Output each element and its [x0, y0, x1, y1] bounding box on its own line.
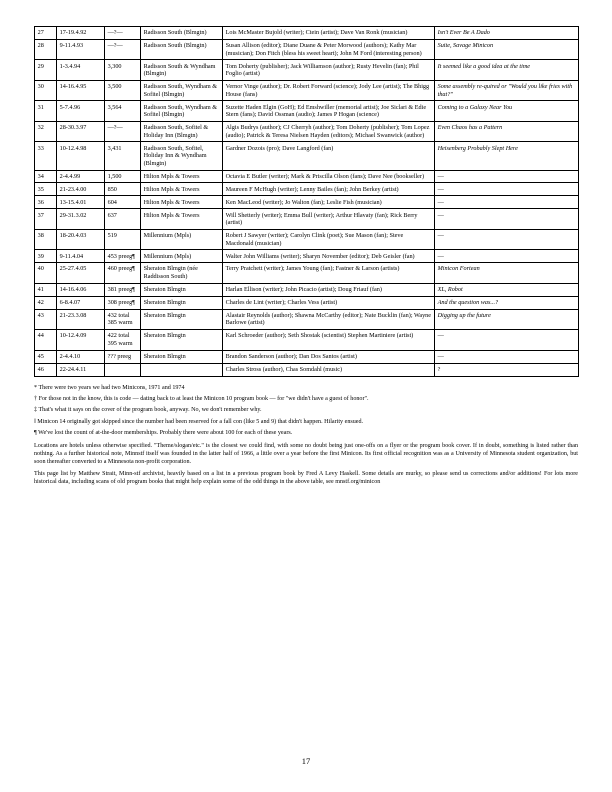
cell-dates: 13-15.4.01: [57, 196, 105, 209]
cell-theme: —: [435, 330, 579, 351]
table-row: [35, 80, 579, 101]
cell-attendance: 381 preeg¶: [105, 283, 141, 296]
table-row: [35, 121, 579, 142]
cell-number: 39: [35, 250, 57, 263]
cell-number: 28: [35, 39, 57, 60]
cell-number: 46: [35, 363, 57, 376]
table-row: [35, 263, 579, 284]
cell-theme: ?: [435, 363, 579, 376]
cell-attendance: 519: [105, 229, 141, 250]
cell-guests: Will Shetterly (writer); Emma Bull (writer); Arthur Hlavaty (fan); Rick Berry (artist): [223, 209, 435, 230]
cell-attendance: 3,500: [105, 80, 141, 101]
table-row: [35, 309, 579, 330]
cell-dates: 14-16.4.06: [57, 283, 105, 296]
cell-number: 36: [35, 196, 57, 209]
footnote-double-dagger: ‡ That's what it says on the cover of the program book, anyway. No, we don't remember why.: [34, 407, 262, 414]
cell-dates: 14-16.4.95: [57, 80, 105, 101]
cell-hotel: Sheraton Blmgtn: [141, 296, 223, 309]
table-row: [35, 196, 579, 209]
cell-dates: 9-11.4.93: [57, 39, 105, 60]
footnotes-section: [34, 384, 578, 487]
footnote-parallel: ‖ Minicon 14 originally got skipped since the number had been reserved for a fall con (like 5 and 9) that didn't happen. Hilarity ensued.: [34, 418, 364, 425]
cell-theme: Suite, Savage Minicon: [435, 39, 579, 60]
cell-guests: Karl Schroeder (author); Seth Shostak (scientist) Stephen Martiniere (artist): [223, 330, 435, 351]
cell-number: 32: [35, 121, 57, 142]
cell-hotel: Sheraton Blmgtn (née Raddisson South): [141, 263, 223, 284]
table-row: [35, 170, 579, 183]
cell-attendance: 637: [105, 209, 141, 230]
cell-number: 34: [35, 170, 57, 183]
cell-guests: Brandon Sanderson (author); Dan Dos Santos (artist): [223, 350, 435, 363]
cell-dates: 28-30.3.97: [57, 121, 105, 142]
cell-hotel: Sheraton Blmgtn: [141, 350, 223, 363]
cell-attendance: 422 total 395 warm: [105, 330, 141, 351]
table-row: [35, 60, 579, 81]
cell-hotel: Radisson South (Blmgtn): [141, 27, 223, 40]
table-row: [35, 142, 579, 170]
cell-guests: Alastair Reynolds (author); Shawna McCarthy (editor); Nate Bucklin (fan); Wayne Barlowe (artist): [223, 309, 435, 330]
cell-guests: Suzette Haden Elgin (GoH); Ed Emshwiller (memorial artist); Joe Siclari & Edie Stern (fans); David Ossman (audio); James P Hogan (science): [223, 101, 435, 122]
cell-hotel: Radisson South, Wyndham & Sofitel (Blmgtn): [141, 101, 223, 122]
cell-hotel: [141, 363, 223, 376]
cell-dates: 18-20.4.03: [57, 229, 105, 250]
cell-theme: And the question was...?: [435, 296, 579, 309]
table-body: [35, 27, 579, 377]
cell-hotel: Sheraton Blmgtn: [141, 309, 223, 330]
cell-guests: Algis Budrys (author); CJ Cherryh (author); Tom Doherty (publisher); Tom Lopez (audio); Patrick & Teresa Nielsen Hayden (editors); Michael Swanwick (author): [223, 121, 435, 142]
cell-guests: Charles Stross (author), Chas Somdahl (music): [223, 363, 435, 376]
page-number: 17: [301, 756, 311, 766]
cell-number: 43: [35, 309, 57, 330]
table-row: [35, 296, 579, 309]
cell-attendance: 604: [105, 196, 141, 209]
cell-attendance: 453 preeg¶: [105, 250, 141, 263]
cell-theme: Digging up the future: [435, 309, 579, 330]
cell-number: 41: [35, 283, 57, 296]
cell-attendance: 3,431: [105, 142, 141, 170]
cell-theme: —: [435, 170, 579, 183]
cell-theme: Some assembly re-quired or "Would you like fries with that?": [435, 80, 579, 101]
cell-theme: —: [435, 229, 579, 250]
cell-hotel: Hilton Mpls & Towers: [141, 183, 223, 196]
cell-hotel: Hilton Mpls & Towers: [141, 196, 223, 209]
cell-guests: Harlan Ellison (writer); John Picacio (artist); Doug Friauf (fan): [223, 283, 435, 296]
table-row: [35, 283, 579, 296]
cell-dates: 25-27.4.05: [57, 263, 105, 284]
cell-dates: 6-8.4.07: [57, 296, 105, 309]
table-row: [35, 229, 579, 250]
table-row: [35, 363, 579, 376]
convention-history-table: [34, 26, 579, 377]
cell-guests: Gardner Dozois (pro); Dave Langford (fan): [223, 142, 435, 170]
cell-hotel: Radisson South (Blmgtn): [141, 39, 223, 60]
cell-hotel: Sheraton Blmgtn: [141, 283, 223, 296]
cell-guests: Tom Doherty (publisher); Jack Williamson (author); Rusty Hevelin (fan); Phil Foglio (artist): [223, 60, 435, 81]
cell-number: 30: [35, 80, 57, 101]
footnote-dagger: † For those not in the know, this is code — dating back to at least the Minicon 10 program book — for "we didn't have a guest of honor".: [34, 395, 369, 402]
cell-attendance: [105, 363, 141, 376]
cell-theme: Minicon Fortean: [435, 263, 579, 284]
cell-guests: Vernor Vinge (author); Dr. Robert Forward (science); Jody Lee (artist); The Bhigg House (fans): [223, 80, 435, 101]
cell-attendance: 308 preeg¶: [105, 296, 141, 309]
cell-theme: —: [435, 250, 579, 263]
cell-dates: 10-12.4.98: [57, 142, 105, 170]
cell-guests: Ken MacLeod (writer); Jo Walton (fan); Leslie Fish (musician): [223, 196, 435, 209]
cell-dates: 21-23.4.00: [57, 183, 105, 196]
cell-attendance: —?—: [105, 39, 141, 60]
table-row: [35, 330, 579, 351]
cell-theme: It seemed like a good idea at the time: [435, 60, 579, 81]
cell-dates: 10-12.4.09: [57, 330, 105, 351]
cell-dates: 9-11.4.04: [57, 250, 105, 263]
cell-attendance: 3,300: [105, 60, 141, 81]
cell-guests: Maureen F McHugh (writer); Lenny Bailes (fan); John Berkey (artist): [223, 183, 435, 196]
cell-dates: 29-31.3.02: [57, 209, 105, 230]
cell-number: 40: [35, 263, 57, 284]
cell-attendance: 3,564: [105, 101, 141, 122]
cell-theme: Heisenberg Probably Slept Here: [435, 142, 579, 170]
table-row: [35, 183, 579, 196]
cell-number: 38: [35, 229, 57, 250]
cell-attendance: —?—: [105, 27, 141, 40]
cell-theme: Even Chaos has a Pattern: [435, 121, 579, 142]
cell-hotel: Millennium (Mpls): [141, 250, 223, 263]
cell-guests: Octavia E Butler (writer); Mark & Priscilla Olson (fans); Dave Nee (bookseller): [223, 170, 435, 183]
cell-hotel: Sheraton Blmgtn: [141, 330, 223, 351]
cell-theme: Isn't Ever Be A Dado: [435, 27, 579, 40]
cell-attendance: 460 preeg¶: [105, 263, 141, 284]
cell-dates: 1-3.4.94: [57, 60, 105, 81]
cell-attendance: 1,500: [105, 170, 141, 183]
cell-hotel: Millennium (Mpls): [141, 229, 223, 250]
cell-attendance: 850: [105, 183, 141, 196]
cell-hotel: Radisson South, Wyndham & Sofitel (Blmgtn): [141, 80, 223, 101]
footnote-asterisk: * There were two years we had two Minicons, 1971 and 1974: [34, 384, 185, 391]
table-row: [35, 250, 579, 263]
cell-dates: 21-23.3.08: [57, 309, 105, 330]
cell-dates: 17-19.4.92: [57, 27, 105, 40]
cell-guests: Terry Pratchett (writer); James Young (fan); Fastner & Larson (artists): [223, 263, 435, 284]
cell-number: 42: [35, 296, 57, 309]
table-row: [35, 101, 579, 122]
cell-attendance: 432 total 385 warm: [105, 309, 141, 330]
cell-guests: Lois McMaster Bujold (writer); Ctein (artist); Dave Van Ronk (musician): [223, 27, 435, 40]
cell-number: 27: [35, 27, 57, 40]
note-credits: This page list by Matthew Strait, Minn-stf archivist, heavily based on a list in a previous program book by Fred A Levy Haskell. Some details are murky, so please send us corrections and/or additions! For lots more historical data, including scans of old program books that might help explain some of the odd things in the above table, see mnstf.org/minicon: [34, 471, 578, 486]
cell-dates: 2-4.4.99: [57, 170, 105, 183]
cell-number: 31: [35, 101, 57, 122]
cell-number: 44: [35, 330, 57, 351]
cell-number: 29: [35, 60, 57, 81]
cell-theme: —: [435, 209, 579, 230]
cell-dates: 2-4.4.10: [57, 350, 105, 363]
cell-dates: 5-7.4.96: [57, 101, 105, 122]
cell-attendance: —?—: [105, 121, 141, 142]
cell-number: 35: [35, 183, 57, 196]
table-row: [35, 209, 579, 230]
cell-hotel: Hilton Mpls & Towers: [141, 209, 223, 230]
cell-theme: XL, Robot: [435, 283, 579, 296]
cell-dates: 22-24.4.11: [57, 363, 105, 376]
cell-guests: Walter John Williams (writer); Sharyn November (editor); Deb Geisler (fan): [223, 250, 435, 263]
cell-theme: Coming to a Galaxy Near You: [435, 101, 579, 122]
table-row: [35, 39, 579, 60]
cell-theme: —: [435, 196, 579, 209]
cell-number: 33: [35, 142, 57, 170]
cell-number: 45: [35, 350, 57, 363]
cell-hotel: Radisson South, Sofitel & Holiday Inn (Blmgtn): [141, 121, 223, 142]
table-row: [35, 350, 579, 363]
note-locations: Locations are hotels unless otherwise specified. "Theme/slogan/etc." is the closest we could find, with some no doubt being just one-offs on a flyer or the program book cover. If in doubt, something is listed rather than nothing. As a further historical note, Minnstf itself was founded in the latter half of 1966, a little over a year before the first Minicon. Its first official recognition was as a University of Minnesota student organization, but soon thereafter converted to a Minnesota non-profit corporation.: [34, 442, 578, 465]
cell-hotel: Radisson South, Sofitel, Holiday Inn & Wyndham (Blmgtn): [141, 142, 223, 170]
cell-theme: —: [435, 183, 579, 196]
cell-hotel: Radisson South & Wyndham (Blmgtn): [141, 60, 223, 81]
cell-guests: Robert J Sawyer (writer); Carolyn Clink (poet); Sue Mason (fan); Steve Macdonald (musician): [223, 229, 435, 250]
cell-guests: Susan Allison (editor); Diane Duane & Peter Morwood (authors); Kathy Mar (musician); Don Fitch (bless his sweet heart); John M Ford (interesting person): [223, 39, 435, 60]
cell-attendance: ??? preeg: [105, 350, 141, 363]
cell-guests: Charles de Lint (writer); Charles Vess (artist): [223, 296, 435, 309]
cell-theme: —: [435, 350, 579, 363]
cell-number: 37: [35, 209, 57, 230]
table-row: [35, 27, 579, 40]
cell-hotel: Hilton Mpls & Towers: [141, 170, 223, 183]
footnote-pilcrow: ¶ We've lost the count of at-the-door memberships. Probably there were about 100 for each of these years.: [34, 430, 293, 437]
